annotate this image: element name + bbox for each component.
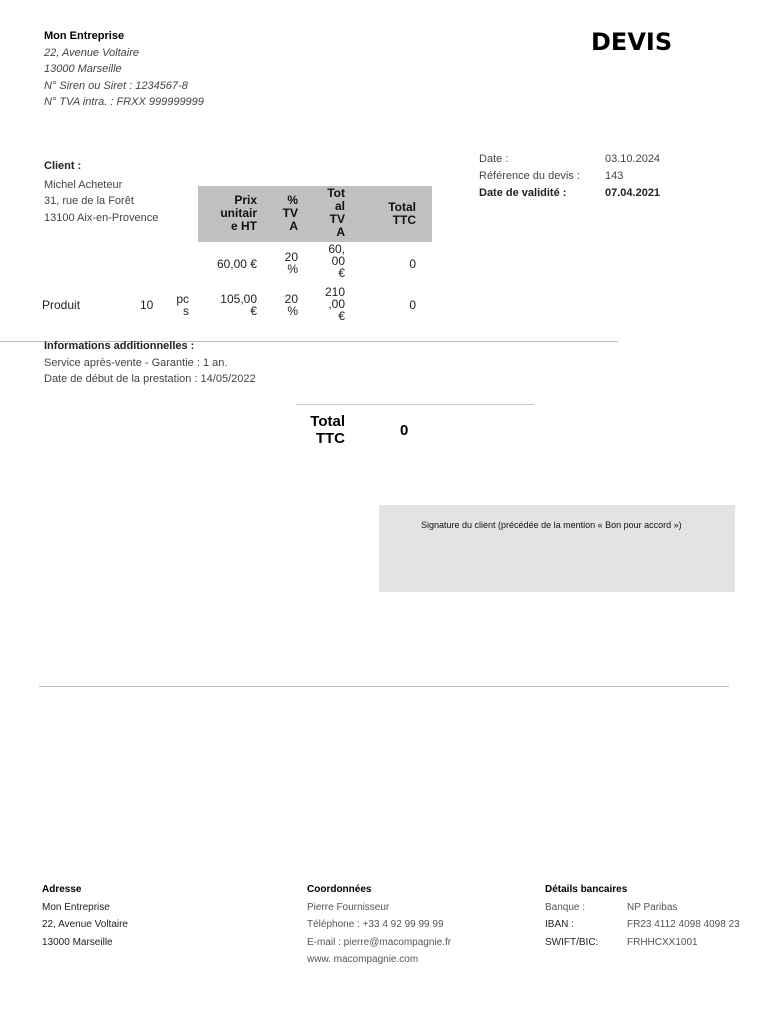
client-address-line2: 13100 Aix-en-Provence [44,211,159,224]
company-address-line2: 13000 Marseille [44,63,122,75]
meta-validity-row [479,185,660,202]
company-siren: N° Siren ou Siret : 1234567-8 [44,79,188,92]
footer-contact [307,881,451,969]
total-value: 0 [400,422,409,439]
client-block [44,158,158,226]
client-address-line1: 31, rue de la Forêt [44,195,134,207]
header-total-ttc-l2: TTC [392,213,416,227]
quote-meta [479,151,660,202]
header-vat-total-l2: al [334,199,345,213]
total-label-l2: TTC [315,430,345,447]
client-label: Client : [44,160,82,172]
header-vat-total-l4: A [336,225,345,239]
header-unit-price-l2: unitair [220,206,257,220]
footer-swift-label: SWIFT/BIC: [545,936,599,948]
meta-ref-label: Référence du devis : [479,170,580,182]
meta-date-label: Date : [479,153,509,165]
meta-date-value: 03.10.2024 [605,153,661,165]
row2-unit-price-l2: € [250,304,257,318]
info-label: Informations additionnelles : [44,340,195,352]
row2-unit-price-l1: 105,00 [220,292,257,306]
footer-contact-phone[interactable]: Téléphone : +33 4 92 99 99 99 [307,919,444,930]
meta-ref-row [479,168,660,185]
meta-validity-label: Date de validité : [479,187,567,199]
info-line2: Date de début de la prestation : 14/05/2022 [44,373,256,385]
row2-vat-total-l1: 210 [324,285,345,299]
header-unit-price-l3: e HT [230,219,257,233]
header-total-ttc [380,201,416,227]
meta-ref-value: 143 [605,170,624,182]
row2-unit-price [210,293,257,317]
footer-address-label: Adresse [42,884,82,895]
footer-address-line2: 22, Avenue Voltaire [42,919,128,930]
row2-unit-l1: pc [176,292,189,306]
footer-bank-name-label: Banque : [545,901,586,913]
row1-vat-pct [278,251,298,275]
footer-contact-name: Pierre Fournisseur [307,901,390,913]
footer-iban-label: IBAN : [545,919,574,930]
table-header [198,186,432,242]
client-name: Michel Acheteur [44,178,123,191]
footer-address-line1: Mon Entreprise [42,901,110,913]
footer-iban-value: FR23 4112 4098 4098 23 [627,919,740,930]
row1-vat-total [318,243,345,279]
header-vat-total-l3: TV [329,212,345,226]
footer-iban-row [545,916,740,934]
footer-bank [545,881,740,951]
footer-bank-name-value: NP Paribas [627,901,678,913]
header-vat-pct-l1: % [287,193,298,207]
row2-vat-total [318,286,345,322]
header-vat-pct [278,194,298,233]
header-unit-price [208,194,257,233]
row2-total-ttc: 0 [409,298,416,312]
row2-unit-l2: s [183,304,189,318]
row2-qty: 10 [140,298,154,312]
footer-address [42,881,128,951]
footer-swift-row [545,934,740,952]
header-vat-total [318,187,345,239]
row1-unit-price: 60,00 € [216,257,257,271]
row1-vat-total-l3: € [338,266,345,280]
meta-date-row [479,151,660,168]
header-vat-total-l1: Tot [327,186,345,200]
header-unit-price-l1: Prix [234,193,257,207]
row2-vat-pct-l2: % [287,304,298,318]
footer-swift-value: FRHHCXX1001 [627,936,698,948]
row1-vat-pct-l1: 20 [284,250,298,264]
row2-vat-pct-l1: 20 [284,292,298,306]
total-label-l1: Total [310,413,345,430]
row2-product: Produit [42,298,81,312]
total-label [300,413,345,447]
row1-vat-total-l1: 60, [328,242,345,256]
row1-vat-total-l2: 00 [331,254,345,268]
signature-box[interactable] [379,505,735,592]
row2-vat-total-l2: ,00 [328,297,345,311]
header-vat-pct-l2: TV [282,206,298,220]
meta-validity-value: 07.04.2021 [605,187,661,199]
header-vat-pct-l3: A [289,219,298,233]
row1-total-ttc: 0 [409,257,416,271]
company-name: Mon Entreprise [44,30,125,42]
footer-address-line3: 13000 Marseille [42,936,113,948]
row2-vat-total-l3: € [338,309,345,323]
additional-info [44,338,256,388]
row1-vat-pct-l2: % [287,262,298,276]
signature-label: Signature du client (précédée de la mention « Bon pour accord ») [421,520,682,530]
company-address-line1: 22, Avenue Voltaire [44,46,139,59]
footer-divider [39,686,729,687]
header-total-ttc-l1: Total [388,200,416,214]
footer-bank-label: Détails bancaires [545,884,628,895]
footer-bank-row [545,899,740,917]
info-line1: Service après-vente - Garantie : 1 an. [44,356,228,369]
footer-contact-email[interactable]: E-mail : pierre@macompagnie.fr [307,936,452,948]
row2-vat-pct [278,293,298,317]
footer-contact-label: Coordonnées [307,884,372,895]
company-block [44,28,204,111]
company-tva: N° TVA intra. : FRXX 999999999 [44,96,204,108]
footer-contact-web[interactable]: www. macompagnie.com [307,954,419,965]
total-divider [296,404,534,405]
document-title: DEVIS [591,28,673,56]
row2-unit [170,293,189,317]
